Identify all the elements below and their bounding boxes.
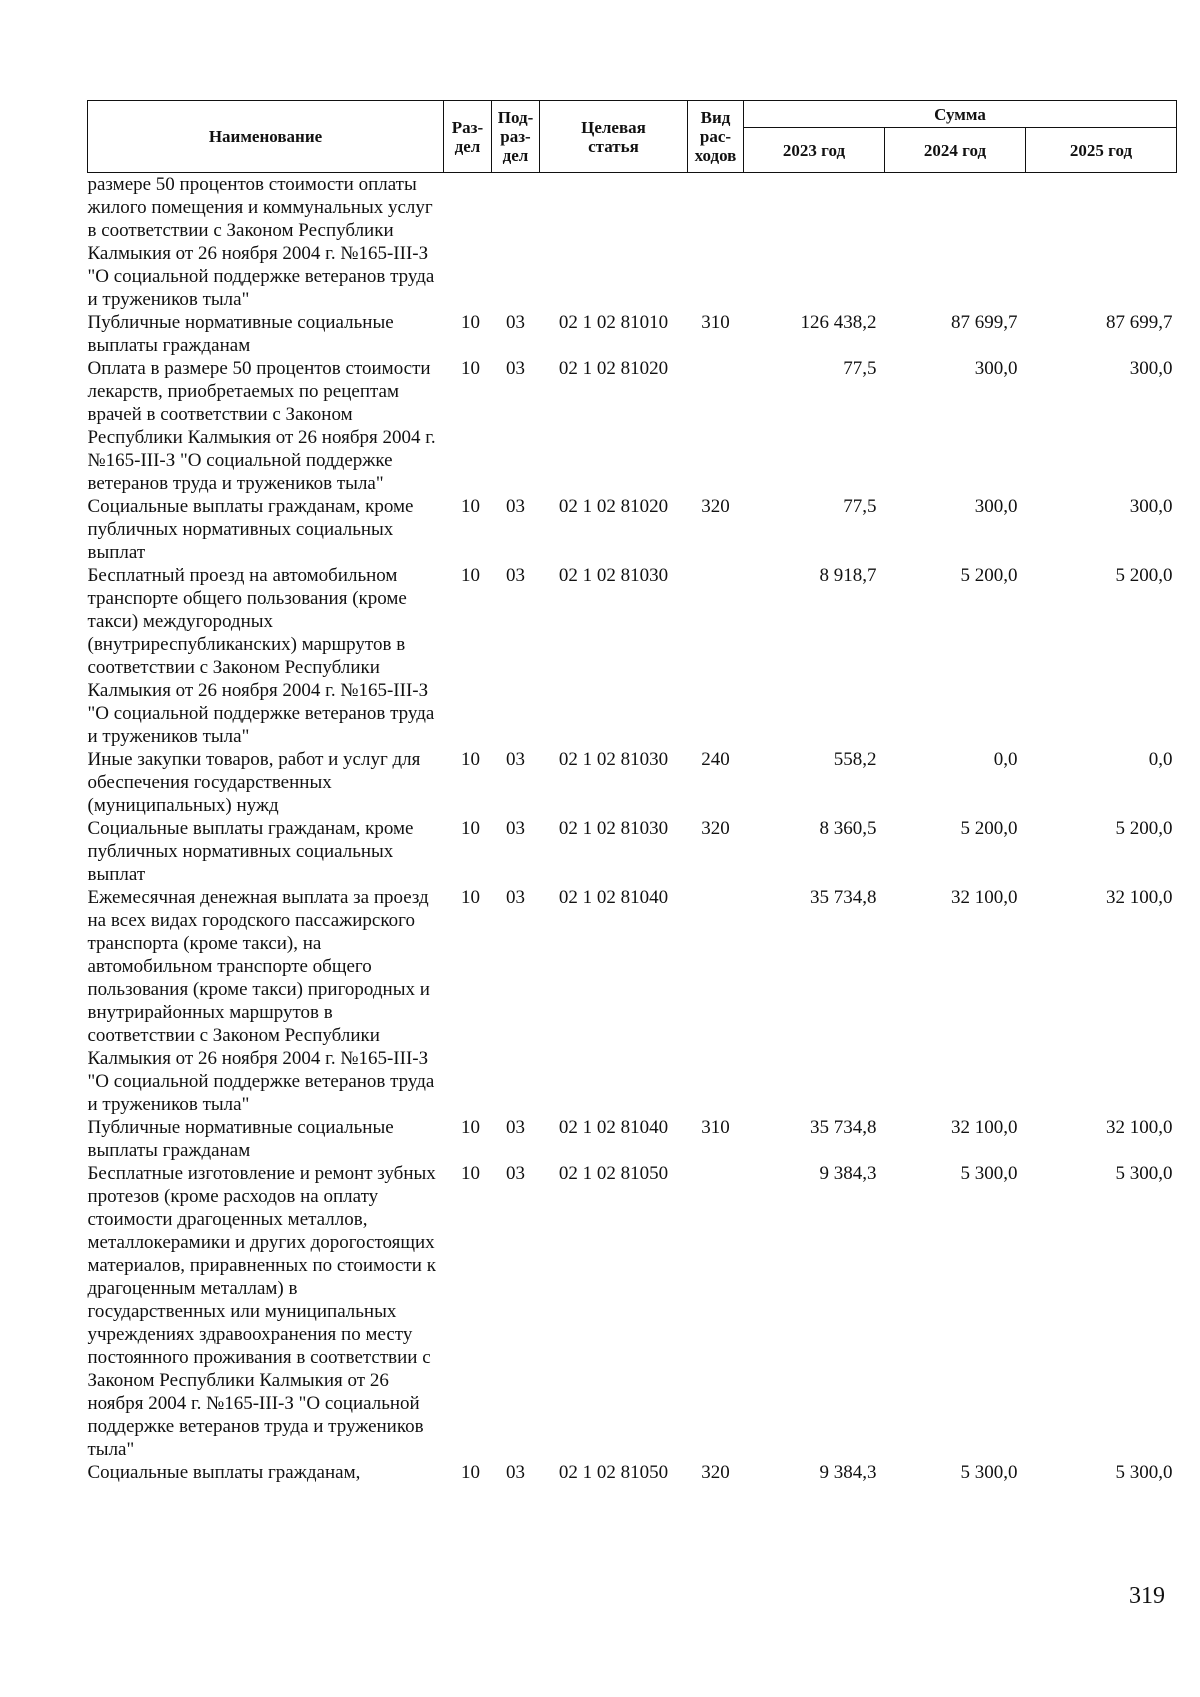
cell-podrazdel: 03 [506,749,525,770]
cell-razdel: 10 [461,818,480,839]
cell-name: размере 50 процентов стоимости оплаты жилого помещения и коммунальных услуг в соответствии с Законом Республики Калмыкия от 26 ноября 2004 г. №165-III-З "О социальной поддержке ветеранов труда и тружеников тыла" [87,174,435,310]
cell-razdel: 10 [461,1462,480,1483]
cell-podrazdel: 03 [506,565,525,586]
cell-amount-2025: 32 100,0 [1106,1117,1173,1138]
cell-vid [688,1162,744,1461]
cell-celevaya [540,173,688,312]
cell-amount-2023: 77,5 [843,496,877,517]
cell-name: Иные закупки товаров, работ и услуг для обеспечения государственных (муниципальных) нужд [87,749,421,816]
cell-amount-2025: 32 100,0 [1106,887,1173,908]
cell-razdel: 10 [461,496,480,517]
cell-vid: 240 [701,749,730,770]
table-row [88,495,1177,564]
cell-name: Оплата в размере 50 процентов стоимости лекарств, приобретаемых по рецептам врачей в соответствии с Законом Республики Калмыкия от 26 ноября 2004 г. №165-III-З "О социальной поддержке ветеранов труда и тружеников тыла" [87,358,436,494]
header-year-2025: 2025 год [1026,128,1177,173]
cell-name: Публичные нормативные социальные выплаты гражданам [87,312,394,356]
cell-name: Социальные выплаты гражданам, [87,1462,361,1483]
cell-podrazdel [492,173,540,312]
cell-razdel: 10 [461,565,480,586]
cell-vid [688,357,744,495]
cell-amount-2023: 77,5 [843,358,877,379]
cell-amount-2025: 300,0 [1129,496,1173,517]
cell-amount-2025: 5 200,0 [1115,818,1173,839]
cell-amount-2023: 126 438,2 [800,312,877,333]
table-row [88,1116,1177,1162]
cell-name: Бесплатный проезд на автомобильном транспорте общего пользования (кроме такси) междугородных (внутриреспубликанских) маршрутов в соответствии с Законом Республики Калмыкия от 26 ноября 2004 г. №165-III-З "О социальной поддержке ветеранов труда и тружеников тыла" [87,565,435,747]
cell-name: Социальные выплаты гражданам, кроме публичных нормативных социальных выплат [87,818,414,885]
cell-name: Ежемесячная денежная выплата за проезд на всех видах городского пассажирского транспорта (кроме такси), на автомобильном транспорте общего пользования (кроме такси) пригородных и внутрирайонных маршрутов в соответствии с Законом Республики Калмыкия от 26 ноября 2004 г. №165-III-З "О социальной поддержке ветеранов труда и тружеников тыла" [87,887,435,1115]
cell-razdel [444,173,492,312]
cell-name: Бесплатные изготовление и ремонт зубных протезов (кроме расходов на оплату стоимости драгоценных металлов, металлокерамики и других дорогостоящих материалов, приравненных по стоимости к драгоценным металлам) в государственных или муниципальных учреждениях здравоохранения по месту постоянного проживания в соответствии с Законом Республики Калмыкия от 26 ноября 2004 г. №165-III-З "О социальной поддержке ветеранов труда и тружеников тыла" [87,1163,436,1460]
cell-amount-2025: 5 300,0 [1115,1462,1173,1483]
cell-amount-2024: 32 100,0 [951,887,1018,908]
cell-podrazdel: 03 [506,1163,525,1184]
cell-amount-2025 [1026,173,1177,312]
cell-podrazdel: 03 [506,358,525,379]
table-row [88,564,1177,748]
cell-amount-2025: 5 300,0 [1115,1163,1173,1184]
cell-name: Публичные нормативные социальные выплаты гражданам [87,1117,394,1161]
cell-podrazdel: 03 [506,818,525,839]
header-summa: Сумма [744,101,1177,128]
cell-amount-2025: 0,0 [1148,749,1173,770]
cell-amount-2024: 5 200,0 [960,565,1018,586]
cell-celevaya: 02 1 02 81030 [558,565,669,586]
table-row [88,357,1177,495]
table-row [88,748,1177,817]
cell-amount-2024: 300,0 [974,496,1018,517]
cell-vid: 320 [701,818,730,839]
cell-amount-2024: 5 300,0 [960,1462,1018,1483]
cell-razdel: 10 [461,887,480,908]
cell-celevaya: 02 1 02 81010 [558,312,669,333]
cell-celevaya: 02 1 02 81020 [558,496,669,517]
table-row [88,1461,1177,1484]
cell-celevaya: 02 1 02 81030 [558,818,669,839]
cell-celevaya: 02 1 02 81020 [558,358,669,379]
cell-amount-2023 [744,173,885,312]
budget-table [87,100,1177,1484]
cell-amount-2024: 5 300,0 [960,1163,1018,1184]
cell-vid: 320 [701,1462,730,1483]
cell-podrazdel: 03 [506,1117,525,1138]
header-year-2024: 2024 год [885,128,1026,173]
page-number: 319 [1129,1583,1165,1609]
cell-amount-2023: 9 384,3 [819,1163,877,1184]
cell-podrazdel: 03 [506,312,525,333]
table-header [88,101,1177,173]
cell-vid [688,173,744,312]
table-body [88,173,1177,1485]
cell-amount-2024: 32 100,0 [951,1117,1018,1138]
header-razdel: Раз- дел [444,101,492,173]
cell-razdel: 10 [461,312,480,333]
budget-page [87,100,1176,1484]
header-year-2023: 2023 год [744,128,885,173]
cell-amount-2024: 87 699,7 [951,312,1018,333]
header-podrazdel: Под- раз- дел [492,101,540,173]
header-name: Наименование [88,101,444,173]
cell-amount-2025: 5 200,0 [1115,565,1173,586]
cell-razdel: 10 [461,1163,480,1184]
cell-podrazdel: 03 [506,887,525,908]
cell-celevaya: 02 1 02 81050 [558,1462,669,1483]
table-row [88,311,1177,357]
table-row [88,1162,1177,1461]
cell-celevaya: 02 1 02 81050 [558,1163,669,1184]
cell-amount-2023: 8 918,7 [819,565,877,586]
cell-vid: 310 [701,312,730,333]
cell-vid [688,564,744,748]
cell-vid: 320 [701,496,730,517]
cell-vid: 310 [701,1117,730,1138]
cell-amount-2023: 558,2 [833,749,877,770]
cell-celevaya: 02 1 02 81040 [558,887,669,908]
cell-podrazdel: 03 [506,1462,525,1483]
cell-amount-2023: 9 384,3 [819,1462,877,1483]
table-row [88,886,1177,1116]
header-vid: Вид рас- ходов [688,101,744,173]
cell-podrazdel: 03 [506,496,525,517]
cell-razdel: 10 [461,749,480,770]
cell-amount-2023: 35 734,8 [810,887,877,908]
table-row [88,817,1177,886]
cell-amount-2024: 300,0 [974,358,1018,379]
cell-amount-2024: 0,0 [993,749,1018,770]
cell-razdel: 10 [461,1117,480,1138]
cell-vid [688,886,744,1116]
cell-amount-2024 [885,173,1026,312]
cell-amount-2025: 87 699,7 [1106,312,1173,333]
cell-celevaya: 02 1 02 81030 [558,749,669,770]
cell-amount-2025: 300,0 [1129,358,1173,379]
table-row [88,173,1177,312]
cell-razdel: 10 [461,358,480,379]
cell-amount-2023: 35 734,8 [810,1117,877,1138]
cell-name: Социальные выплаты гражданам, кроме публичных нормативных социальных выплат [87,496,414,563]
cell-celevaya: 02 1 02 81040 [558,1117,669,1138]
header-celevaya: Целевая статья [540,101,688,173]
cell-amount-2024: 5 200,0 [960,818,1018,839]
cell-amount-2023: 8 360,5 [819,818,877,839]
